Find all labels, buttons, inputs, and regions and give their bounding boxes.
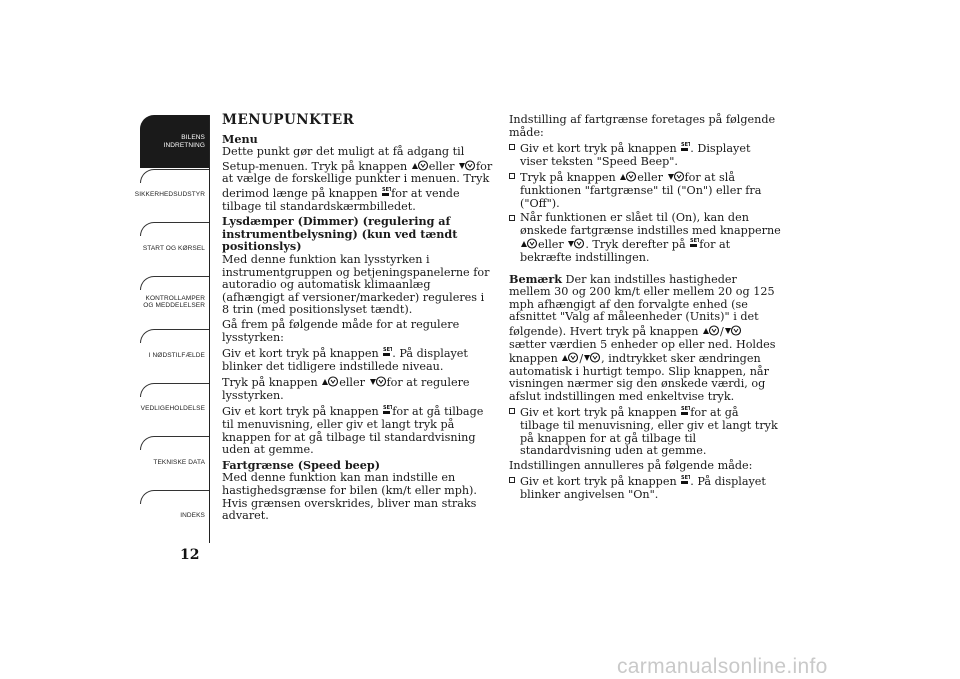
right-column xyxy=(509,114,781,504)
chapter-tab[interactable]: SIKKERHEDSUDSTYR xyxy=(140,169,209,222)
arrow-up-button-icon xyxy=(702,324,720,336)
text: Når funktionen er slået til (On), kan den ønskede fartgrænse indstilles med knapperne xyxy=(520,211,781,237)
arrow-down-button-icon xyxy=(458,159,476,171)
left-column xyxy=(222,114,494,525)
chapter-tab[interactable]: INDEKS xyxy=(140,490,209,543)
chapter-tab[interactable]: KONTROLLAMPER OG MEDDELELSER xyxy=(140,276,209,329)
chapter-tab[interactable]: START OG KØRSEL xyxy=(140,222,209,275)
note-label: Bemærk xyxy=(509,271,562,286)
text: eller xyxy=(428,159,459,173)
dimmer-paragraph-5 xyxy=(222,404,494,456)
text: . På displayet blinker det tidligere indstillede niveau. xyxy=(222,347,468,373)
arrow-down-button-icon xyxy=(724,324,742,336)
text: / xyxy=(579,352,584,366)
speed-paragraph: Med denne funktion kan man indstille en hastighedsgrænse for bilen (km/t eller mph). Hvis grænsen overskrides, bliver man straks advaret. xyxy=(222,471,477,523)
cancel-intro: Indstillingen annulleres på følgende måde: xyxy=(509,458,753,472)
tab-divider xyxy=(140,436,209,450)
dimmer-heading: Lysdæmper (Dimmer) (regulering af instrumentbelysning) (kun ved tændt positionslys) xyxy=(222,214,458,254)
menu-heading: Menu xyxy=(222,131,258,146)
tab-divider xyxy=(140,222,209,236)
text: Tryk på knappen xyxy=(520,171,620,185)
set-button-icon xyxy=(680,141,690,153)
chapter-tab[interactable]: VEDLIGEHOLDELSE xyxy=(140,383,209,436)
text: . Displayet viser teksten "Speed Beep". xyxy=(520,142,751,168)
set-button-icon xyxy=(382,404,392,416)
arrow-up-button-icon xyxy=(520,237,538,249)
text: Giv et kort tryk på knappen xyxy=(520,406,681,420)
speed-intro: Indstilling af fartgrænse foretages på følgende måde: xyxy=(509,113,776,139)
arrow-down-button-icon xyxy=(369,375,387,387)
text: . På displayet blinker angivelsen "On". xyxy=(520,475,766,502)
dimmer-paragraph-4 xyxy=(222,375,494,402)
text: for at gå tilbage til menuvisning, eller giv et langt tryk på knappen for at gå tilbage til standardvisning uden at gemme. xyxy=(520,406,778,458)
text: sætter værdien 5 enheder op eller ned. Holdes knappen xyxy=(509,337,776,366)
list-item xyxy=(509,170,781,210)
note-paragraph xyxy=(509,273,781,404)
menu-paragraph xyxy=(222,146,494,213)
text: Der kan indstilles hastigheder mellem 30 og 200 km/t eller mellem 20 og 125 mph afhængigt af den forvalgte enhed (se afsnittet "Valg af måleenheder (Units)" i det følgende). Hvert tryk på knappen xyxy=(509,272,775,338)
text: for at gå tilbage til menuvisning, eller giv et langt tryk på knappen for at gå tilbage til standardvisning uden at gemme. xyxy=(222,405,484,457)
dimmer-paragraph-1: Med denne funktion kan lysstyrken i instrumentgruppen og betjeningspanelerne for autoradio og automatisk klimaanlæg (afhængigt af versioner/markeder) reguleres i 8 trin (med positionslyset tændt). xyxy=(222,252,490,317)
list-item xyxy=(509,212,781,264)
chapter-tab[interactable]: I NØDSTILFÆLDE xyxy=(140,329,209,382)
tab-divider xyxy=(140,276,209,290)
section-title: MENUPUNKTER xyxy=(222,112,355,128)
page-number: 12 xyxy=(180,547,200,563)
text: , indtrykket sker ændringen automatisk i hurtigt tempo. Slip knappen, når visningen nærmer sig den ønskede værdi, og afslut indstillingen med enkeltvise tryk. xyxy=(509,352,769,403)
tab-divider xyxy=(140,490,209,504)
text: for at regulere lysstyrken. xyxy=(222,376,470,402)
text: Tryk på knappen xyxy=(222,376,322,390)
dimmer-paragraph-3 xyxy=(222,346,494,373)
text: Dette punkt gør det muligt at få adgang til Setup-menuen. Tryk på knappen xyxy=(222,145,465,173)
text: for at bekræfte indstillingen. xyxy=(520,238,731,264)
arrow-down-button-icon xyxy=(583,351,601,363)
list-item xyxy=(509,474,781,501)
list-item xyxy=(509,141,781,168)
set-button-icon xyxy=(680,474,690,486)
chapter-tab[interactable]: BILENS INDRETNING xyxy=(140,115,209,168)
set-button-icon xyxy=(381,186,391,198)
text: Giv et kort tryk på knappen xyxy=(222,405,383,419)
dimmer-paragraph-2: Gå frem på følgende måde for at regulere lysstyrken: xyxy=(222,317,460,344)
arrow-up-button-icon xyxy=(561,351,579,363)
text: Giv et kort tryk på knappen xyxy=(222,347,383,361)
set-button-icon xyxy=(689,237,699,249)
chapter-sidebar xyxy=(134,115,210,543)
tab-divider xyxy=(140,383,209,397)
text: for at vende tilbage til standardskærmbilledet. xyxy=(222,186,460,213)
text: eller xyxy=(538,238,568,252)
arrow-down-button-icon xyxy=(667,170,685,182)
set-button-icon xyxy=(680,405,690,417)
text: Giv et kort tryk på knappen xyxy=(520,142,681,156)
set-button-icon xyxy=(382,346,392,358)
text: eller xyxy=(339,376,369,390)
text: . Tryk derefter på xyxy=(585,238,690,252)
arrow-up-button-icon xyxy=(321,375,339,387)
arrow-up-button-icon xyxy=(411,159,429,171)
text: eller xyxy=(637,171,667,185)
watermark: carmanualsonline.info xyxy=(617,655,828,678)
text: Giv et kort tryk på knappen xyxy=(520,475,681,489)
chapter-tab[interactable]: TEKNISKE DATA xyxy=(140,436,209,489)
text: for at slå funktionen "fartgrænse" til ("On") eller fra ("Off"). xyxy=(520,171,762,210)
list-item xyxy=(509,405,781,457)
tab-divider xyxy=(140,329,209,343)
arrow-up-button-icon xyxy=(619,170,637,182)
tab-divider xyxy=(140,169,209,183)
text: for at vælge de forskellige punkter i menuen. Tryk derimod længe på knappen xyxy=(222,159,493,200)
arrow-down-button-icon xyxy=(567,237,585,249)
speed-heading: Fartgrænse (Speed beep) xyxy=(222,457,381,472)
text: / xyxy=(720,324,724,338)
